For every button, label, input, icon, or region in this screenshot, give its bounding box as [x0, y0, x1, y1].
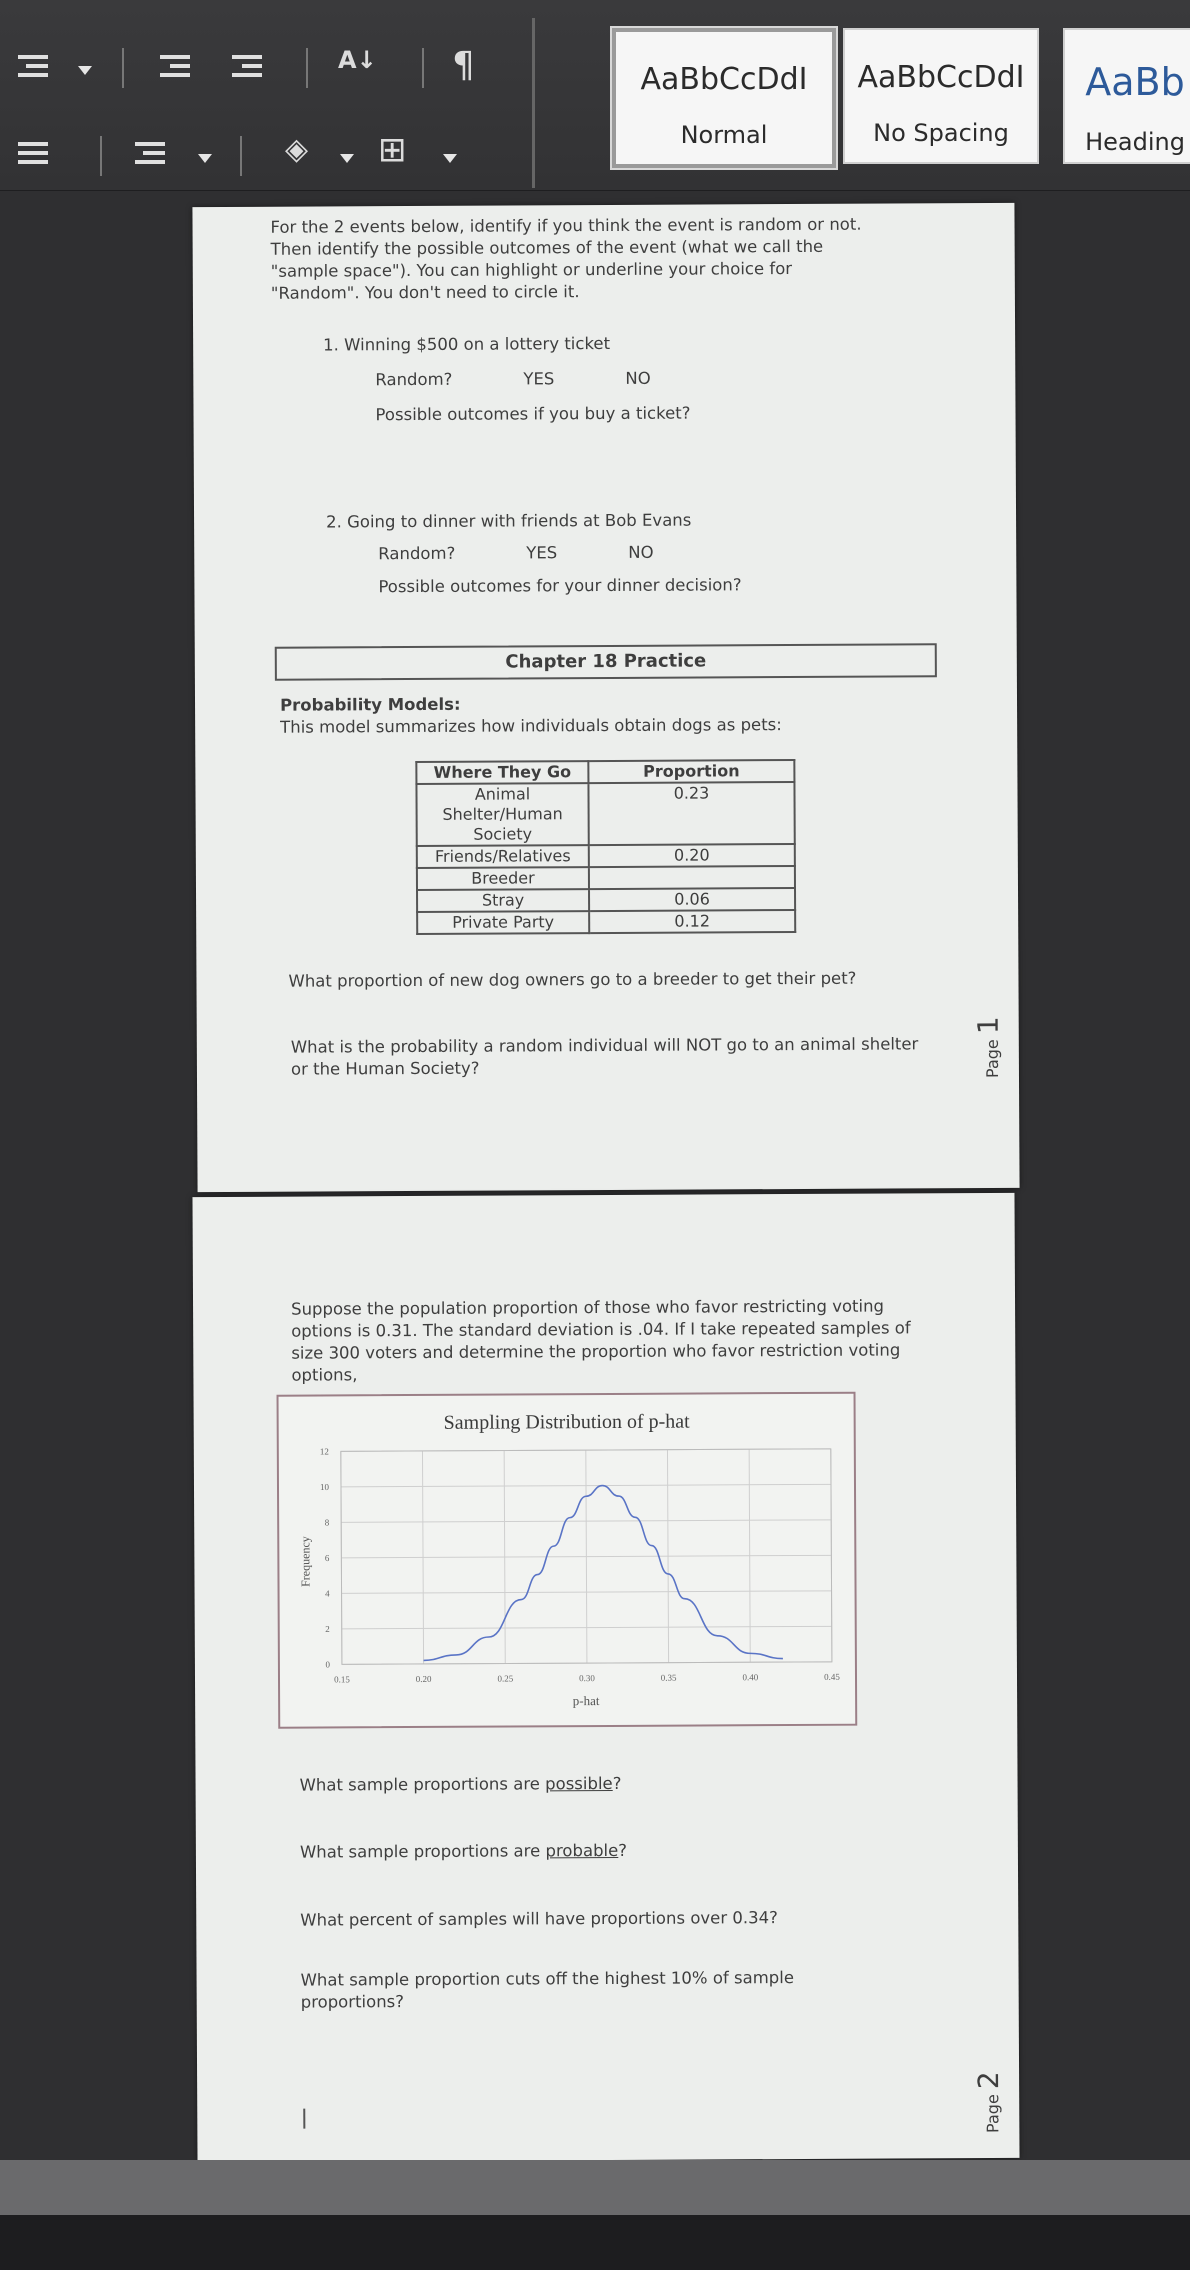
style-no-spacing-sample: AaBbCcDdI [857, 60, 1025, 95]
table-row [417, 888, 795, 912]
page-number: 2 [972, 2071, 1006, 2090]
table-row [417, 844, 795, 868]
justify-icon[interactable] [18, 142, 48, 169]
style-heading-label: Heading [1085, 128, 1185, 156]
q1-yes-option: YES [523, 369, 555, 389]
model-description: This model summarizes how individuals obtain dogs as pets: [280, 715, 782, 737]
probability-models-heading: Probability Models: [279, 694, 461, 715]
table-header-row [416, 760, 794, 784]
chart-y-tick-label: 10 [319, 1481, 330, 1492]
chart-y-tick-label: 4 [325, 1588, 330, 1599]
q-probable-mark: ? [618, 1840, 628, 1860]
multilevel-list-dropdown-icon[interactable] [78, 66, 92, 75]
chart-x-tick-label: 0.30 [579, 1673, 595, 1684]
chapter-heading: Chapter 18 Practice [275, 643, 937, 680]
q-probable-underlined: probable [545, 1840, 619, 1861]
chart-y-tick-label: 12 [319, 1446, 329, 1457]
pilcrow-icon[interactable]: ¶ [452, 45, 475, 86]
decrease-indent-icon[interactable] [160, 55, 190, 82]
chart-svg [279, 1394, 856, 1727]
chart-x-tick-label: 0.20 [415, 1673, 432, 1684]
population-paragraph: Suppose the population proportion of those who favor restricting voting options is 0.31. The standard deviation is .04. If I take repeated samples of size 300 voters and determine the proportion who favor restriction voting options, [291, 1296, 911, 1385]
chart-x-tick-label: 0.15 [334, 1674, 350, 1685]
intro-paragraph: For the 2 events below, identify if you think the event is random or not. Then identify the possible outcomes of the event (what we call the "sample space"). You can highlight or underline your choice for "Random". You don't need to circle it. [270, 214, 862, 303]
page-number-1 [972, 1016, 1005, 1078]
page-number: 1 [971, 1016, 1005, 1035]
borders-icon[interactable]: ⊞ [378, 130, 407, 170]
table-row [416, 782, 794, 846]
shading-dropdown-icon[interactable] [340, 154, 354, 163]
chart-series-line [423, 1485, 783, 1661]
sort-icon[interactable]: A↓ [338, 46, 377, 74]
question-probable [300, 1840, 627, 1864]
cell-category: Animal Shelter/Human Society [416, 783, 588, 846]
chart-y-tick-label: 2 [325, 1623, 330, 1634]
page-number-2 [972, 2071, 1005, 2133]
sampling-distribution-chart [277, 1392, 858, 1729]
cell-proportion: 0.20 [589, 844, 795, 867]
chart-y-tick-label: 8 [324, 1517, 330, 1528]
style-no-spacing-label: No Spacing [873, 119, 1009, 147]
chart-y-label: Frequency [298, 1536, 313, 1587]
line-spacing-dropdown-icon[interactable] [198, 154, 212, 163]
document-page-1[interactable] [192, 203, 1019, 1192]
chart-x-tick-label: 0.40 [742, 1672, 759, 1683]
q2-outcomes: Possible outcomes for your dinner decision? [378, 575, 742, 597]
q1-outcomes: Possible outcomes if you buy a ticket? [375, 403, 691, 425]
cell-proportion: 0.23 [588, 782, 794, 845]
style-heading[interactable] [1063, 28, 1190, 164]
status-bar [0, 2160, 1190, 2215]
question-cutoff: What sample proportion cuts off the highest 10% of sample proportions? [300, 1968, 795, 2012]
cell-proportion: 0.06 [589, 888, 795, 911]
multilevel-list-icon[interactable] [18, 55, 48, 82]
chart-y-tick-label: 6 [324, 1552, 330, 1563]
chart-x-label: p-hat [572, 1693, 600, 1709]
cell-category: Private Party [417, 911, 589, 934]
chart-x-tick-label: 0.45 [824, 1671, 840, 1682]
header-where: Where They Go [416, 761, 588, 784]
header-proportion: Proportion [588, 760, 794, 783]
style-normal[interactable] [612, 28, 836, 168]
style-normal-label: Normal [680, 121, 768, 149]
styles-separator [532, 18, 535, 188]
q-possible-text: What sample proportions are [299, 1774, 546, 1795]
page-label: Page [982, 1039, 1002, 1079]
style-heading-sample: AaBb [1085, 60, 1185, 104]
chart-y-tick-label: 0 [325, 1659, 330, 1670]
question-possible [300, 1773, 622, 1797]
question-breeder: What proportion of new dog owners go to a breeder to get their pet? [288, 968, 857, 991]
question-1: 1. Winning $500 on a lottery ticket [323, 333, 611, 355]
cell-category: Stray [417, 889, 589, 912]
table-row [417, 866, 795, 890]
dog-sources-table [415, 759, 796, 935]
screen-bottom-edge [0, 2215, 1190, 2270]
q2-no-option: NO [628, 542, 654, 562]
q2-yes-option: YES [526, 543, 558, 563]
question-not-shelter: What is the probability a random individual will NOT go to an animal shelter or the Human Society? [290, 1034, 919, 1079]
style-normal-sample: AaBbCcDdI [640, 62, 808, 97]
cell-category: Friends/Relatives [417, 845, 589, 868]
ribbon-toolbar [0, 0, 1190, 191]
style-no-spacing[interactable] [843, 28, 1039, 164]
q-possible-underlined: possible [545, 1773, 613, 1794]
document-page-2[interactable] [192, 1193, 1019, 2162]
question-2: 2. Going to dinner with friends at Bob Evans [326, 510, 692, 532]
line-spacing-icon[interactable] [135, 142, 165, 169]
q-possible-mark: ? [612, 1773, 622, 1793]
increase-indent-icon[interactable] [232, 55, 262, 82]
cell-proportion: 0.12 [589, 910, 795, 933]
q1-random-label: Random? [375, 369, 453, 390]
q-probable-text: What sample proportions are [299, 1841, 546, 1862]
cell-category: Breeder [417, 867, 589, 890]
q1-no-option: NO [625, 368, 651, 388]
chart-x-tick-label: 0.35 [660, 1672, 677, 1683]
chart-title: Sampling Distribution of p-hat [443, 1410, 690, 1434]
question-percent: What percent of samples will have proportions over 0.34? [300, 1908, 778, 1930]
borders-dropdown-icon[interactable] [443, 154, 457, 163]
cell-proportion-blank[interactable] [589, 866, 795, 889]
shading-icon[interactable]: ◈ [285, 132, 309, 167]
page-label: Page [983, 2094, 1003, 2134]
q2-random-label: Random? [378, 543, 456, 564]
text-cursor [303, 2109, 305, 2129]
table-row [417, 910, 795, 934]
chart-x-tick-label: 0.25 [497, 1673, 514, 1684]
